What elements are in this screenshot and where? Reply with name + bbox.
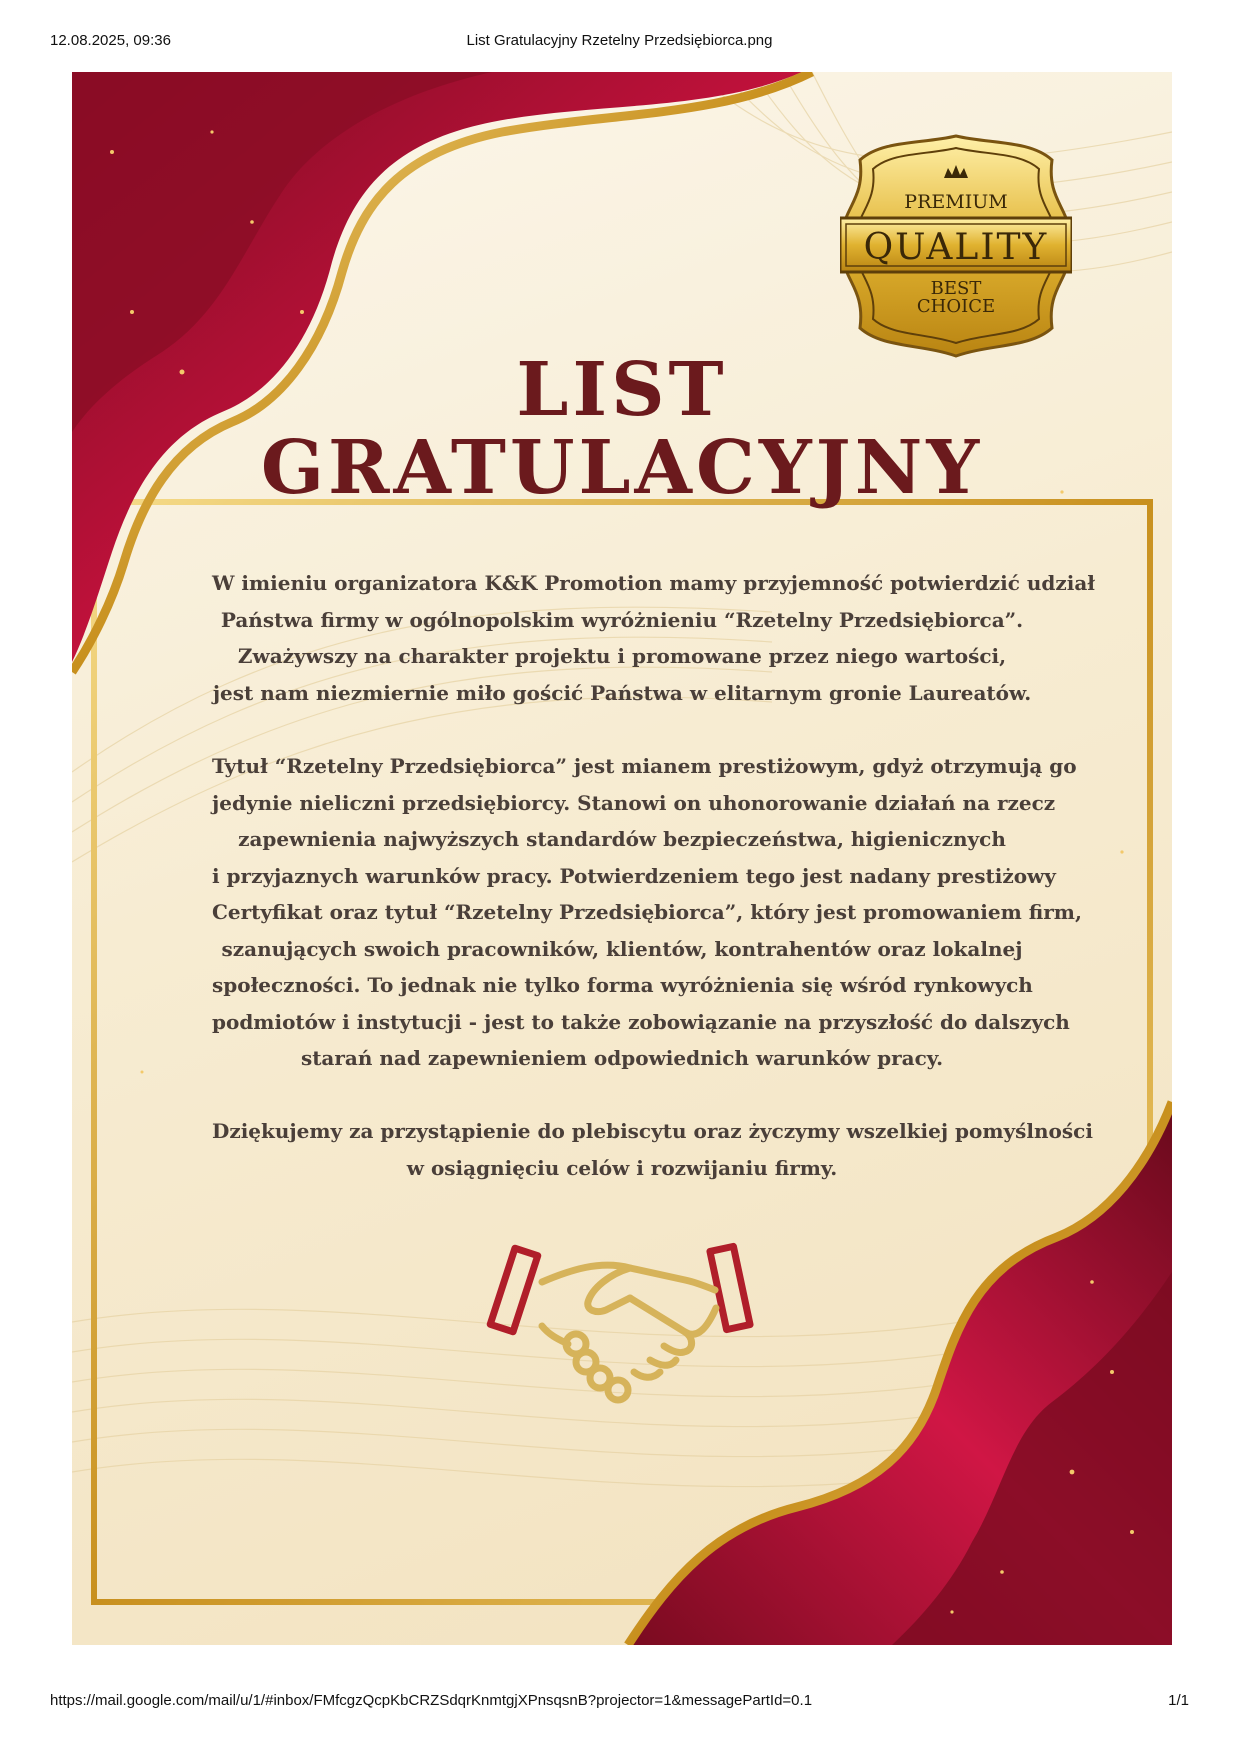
paragraph-line: jest nam niezmiernie miło gościć Państwa w elitarnym gronie Laureatów. (212, 680, 1032, 705)
paragraph-line: szanujących swoich pracowników, klientów, kontrahentów oraz lokalnej (221, 936, 1023, 961)
paragraph-line: Zważywszy na charakter projektu i promowane przez niego wartości, (237, 644, 1007, 668)
badge-premium-label: PREMIUM (904, 191, 1008, 213)
paragraph-line: w osiągnięciu celów i rozwijaniu firmy. (406, 1155, 838, 1180)
handshake-icon (480, 1240, 766, 1410)
paragraph-line: społeczności. To jednak nie tylko forma wyróżnienia się wśród rynkowych (212, 973, 1033, 997)
paragraph-2 (212, 748, 1082, 1077)
print-page-number: 1/1 (1168, 1692, 1189, 1709)
paragraph-line: jedynie nieliczni przedsiębiorcy. Stanowi on uhonorowanie działań na rzecz (212, 790, 1056, 815)
paragraph-line: podmiotów i instytucji - jest to także zobowiązanie na przyszłość do dalszych (212, 1009, 1070, 1034)
paragraph-1 (212, 565, 1095, 711)
title-line-1: LIST (516, 347, 728, 433)
paragraph-line: Certyfikat oraz tytuł “Rzetelny Przedsiębiorca”, który jest promowaniem firm, (212, 900, 1082, 924)
paragraph-line: Dziękujemy za przystąpienie do plebiscytu oraz życzymy wszelkiej pomyślności (212, 1119, 1093, 1143)
print-footer (50, 1692, 1189, 1712)
paragraph-line: Państwa firmy w ogólnopolskim wyróżnieniu “Rzetelny Przedsiębiorca”. (220, 607, 1024, 632)
paragraph-line: starań nad zapewnieniem odpowiednich warunków pracy. (300, 1046, 944, 1070)
congratulatory-letter (72, 72, 1172, 1645)
badge-quality-label: QUALITY (863, 227, 1049, 268)
paragraph-3 (212, 1113, 1093, 1186)
paragraph-line: zapewnienia najwyższych standardów bezpieczeństwa, higienicznych (238, 827, 1006, 851)
print-document-title: List Gratulacyjny Rzetelny Przedsiębiorca.png (466, 32, 773, 49)
paragraph-line: i przyjaznych warunków pracy. Potwierdzeniem tego jest nadany prestiżowy (212, 863, 1056, 888)
print-url: https://mail.google.com/mail/u/1/#inbox/FMfcgzQcpKbCRZSdqrKnmtgjXPnsqsnB?projector=1&messagePartId=0.1 (50, 1692, 813, 1709)
title-line-2: GRATULACYJNY (260, 425, 984, 511)
print-datetime: 12.08.2025, 09:36 (50, 32, 171, 49)
paragraph-line: Tytuł “Rzetelny Przedsiębiorca” jest mianem prestiżowym, gdyż otrzymują go (212, 754, 1077, 778)
badge-choice-label: CHOICE (916, 296, 996, 317)
badge-best-label: BEST (930, 278, 982, 299)
quality-badge-icon (840, 130, 1072, 362)
paragraph-line: W imieniu organizatora K&K Promotion mamy przyjemność potwierdzić udział (212, 571, 1095, 595)
print-header (50, 32, 1189, 52)
